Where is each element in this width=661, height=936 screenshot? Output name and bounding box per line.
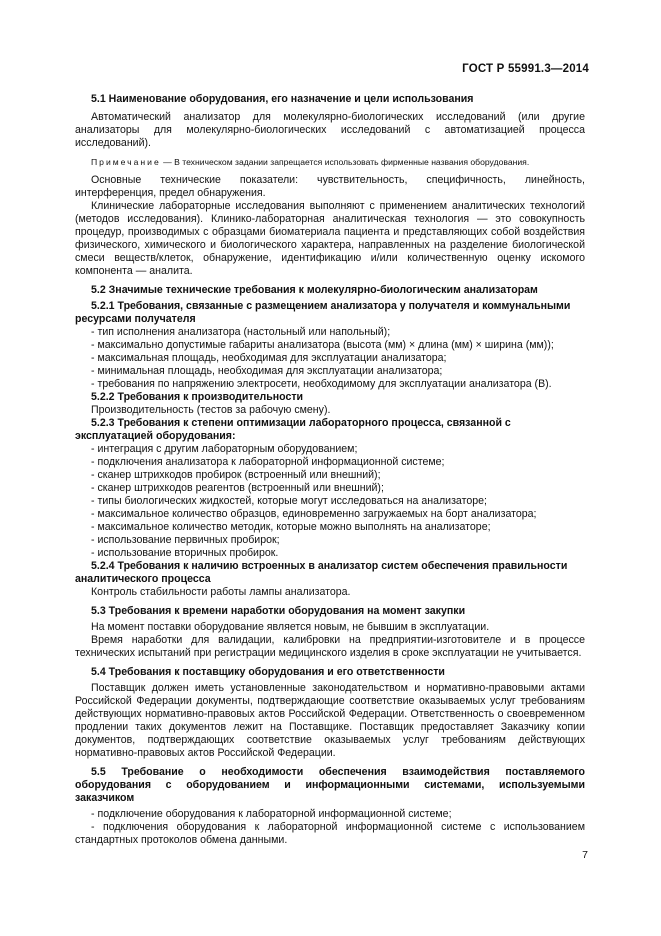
section-5-2-1-heading: 5.2.1 Требования, связанные с размещением анализатора у получателя и коммунальными ресурсами получателя — [75, 300, 571, 325]
list-item: - максимальное количество образцов, единовременно загружаемых на борт анализатора; — [91, 508, 537, 520]
list-item: - требования по напряжению электросети, необходимому для эксплуатации анализатора (В). — [91, 378, 552, 390]
section-5-3-paragraph-2: Время наработки для валидации, калибровки на предприятии-изготовителе и в процессе технических испытаний при регистрации медицинского изделия в сроке эксплуатации не учитывается. — [75, 634, 585, 659]
section-5-1-paragraph-2: Основные технические показатели: чувствительность, специфичность, линейность, интерференция, предел обнаружения. — [75, 174, 585, 199]
section-5-3-heading: 5.3 Требования к времени наработки оборудования на момент закупки — [91, 605, 466, 617]
section-5-3-paragraph-1: На момент поставки оборудование является новым, не бывшим в эксплуатации. — [91, 621, 490, 633]
list-item: - подключение оборудования к лабораторной информационной системе; — [91, 808, 452, 820]
page-number: 7 — [582, 849, 588, 861]
section-5-4-paragraph-1: Поставщик должен иметь установленные законодательством и нормативно-правовыми актами Российской Федерации документы, подтверждающие соответствие оказываемых услуг требованиям действующих нормативно-правовых актов Российской Федерации. Ответственность о своевременном продлении таких документов лежит на Поставщике. Поставщик предоставляет Заказчику копии документов, подтверждающих соответствие оказываемых услуг требованиям действующих нормативно-правовых актов Российской Федерации. — [75, 682, 585, 759]
list-item: - максимальная площадь, необходимая для эксплуатации анализатора; — [91, 352, 447, 364]
section-5-2-2-text: Производительность (тестов за рабочую смену). — [91, 404, 331, 416]
section-5-2-3-heading: 5.2.3 Требования к степени оптимизации лабораторного процесса, связанной с эксплуатацией оборудования: — [75, 417, 511, 442]
page-body — [75, 93, 585, 847]
section-5-1-paragraph-1: Автоматический анализатор для молекулярно-биологических исследований (или другие анализаторы для молекулярно-биологических исследований с автоматизацией процесса исследований). — [75, 111, 585, 149]
list-item: - типы биологических жидкостей, которые могут исследоваться на анализаторе; — [91, 495, 487, 507]
note-text: — В техническом задании запрещается использовать фирменные названия оборудования. — [163, 157, 530, 167]
list-item: - максимально допустимые габариты анализатора (высота (мм) × длина (мм) × ширина (мм)); — [91, 339, 554, 351]
note-label: Примечание — [91, 157, 161, 167]
note — [75, 156, 585, 168]
section-5-5-heading: 5.5 Требование о необходимости обеспечения взаимодействия поставляемого оборудования с оборудованием и информационными системами, используемыми заказчиком — [75, 766, 585, 804]
section-5-2-4-heading: 5.2.4 Требования к наличию встроенных в анализатор систем обеспечения правильности аналитического процесса — [75, 560, 568, 585]
list-item: - сканер штрихкодов пробирок (встроенный или внешний); — [91, 469, 381, 481]
list-item: - использование первичных пробирок; — [91, 534, 280, 546]
list-item: - тип исполнения анализатора (настольный или напольный); — [91, 326, 391, 338]
list-item: - интеграция с другим лабораторным оборудованием; — [91, 443, 358, 455]
list-item: - использование вторичных пробирок. — [91, 547, 279, 559]
list-item: - минимальная площадь, необходимая для эксплуатации анализатора; — [91, 365, 443, 377]
document-id: ГОСТ Р 55991.3—2014 — [462, 63, 589, 75]
list-item: - максимальное количество методик, которые можно выполнять на анализаторе; — [91, 521, 491, 533]
list-item: - сканер штрихкодов реагентов (встроенный или внешний); — [91, 482, 384, 494]
section-5-2-4-text: Контроль стабильности работы лампы анализатора. — [91, 586, 351, 598]
section-5-2-2-heading: 5.2.2 Требования к производительности — [91, 391, 304, 403]
list-item: - подключения анализатора к лабораторной информационной системе; — [91, 456, 445, 468]
list-item: - подключения оборудования к лабораторной информационной системе с использованием стандартных протоколов обмена данными. — [75, 821, 585, 846]
section-5-1-heading: 5.1 Наименование оборудования, его назначение и цели использования — [91, 93, 474, 105]
section-5-4-heading: 5.4 Требования к поставщику оборудования и его ответственности — [91, 666, 445, 678]
section-5-1-paragraph-3: Клинические лабораторные исследования выполняют с применением аналитических технологий (методов исследования). Клинико-лабораторная аналитическая технология — это совокупность процедур, производимых с образцами биоматериала пациента и представляющих собой воздействия физического, химического и биологического характера, направленных на разделение биологической смеси веществ/клеток, обнаружение, идентификацию и/или количественную оценку искомого компонента — аналита. — [75, 200, 585, 277]
section-5-2-heading: 5.2 Значимые технические требования к молекулярно-биологическим анализаторам — [91, 284, 538, 296]
